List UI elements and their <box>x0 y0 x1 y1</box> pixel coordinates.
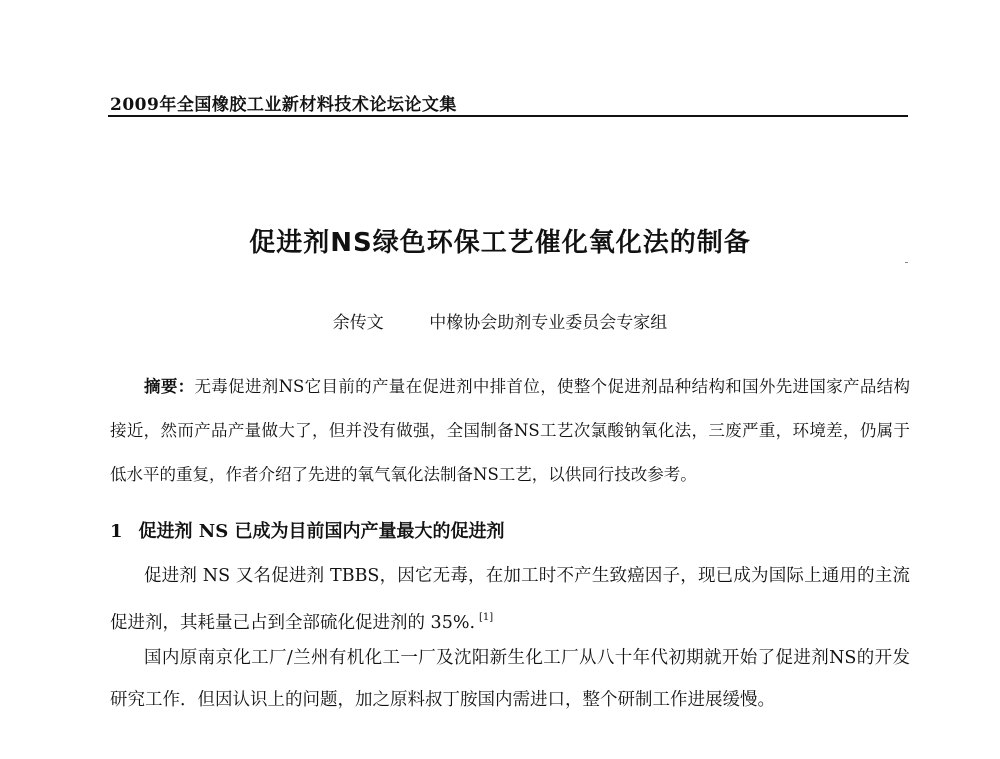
abstract-label: 摘要： <box>144 377 195 396</box>
scan-speck <box>905 262 908 263</box>
byline <box>0 308 1000 333</box>
section-heading <box>110 517 505 543</box>
header-rule <box>108 115 908 117</box>
running-header: 2009年全国橡胶工业新材料技术论坛论文集 <box>110 95 457 115</box>
abstract <box>110 365 910 497</box>
paper-title: 促进剂NS绿色环保工艺催化氧化法的制备 <box>249 228 751 258</box>
author-affiliation: 中橡协会助剂专业委员会专家组 <box>429 313 668 333</box>
section-number: 1 <box>110 521 123 542</box>
body-paragraph-2-text: 国内原南京化工厂/兰州有机化工一厂及沈阳新生化工厂从八十年代初期就开始了促进剂NS的开发研究工作．但因认识上的问题，加之原料叔丁胺国内需进口，整个研制工作进展缓慢。 <box>110 648 910 710</box>
body-paragraph-1 <box>110 555 910 644</box>
section-title: 促进剂 NS 已成为目前国内产量最大的促进剂 <box>138 521 505 542</box>
author-name: 余传文 <box>332 313 384 333</box>
abstract-text: 无毒促进剂NS它目前的产量在促进剂中排首位，使整个促进剂品种结构和国外先进国家产品结构接近，然而产品产量做大了，但并没有做强，全国制备NS工艺次氯酸钠氧化法，三废严重，环境差，仍属于低水平的重复，作者介绍了先进的氧气氧化法制备NS工艺，以供同行技改参考。 <box>110 377 911 484</box>
body-paragraph-1-text: 促进剂 NS 又名促进剂 TBBS，因它无毒，在加工时不产生致癌因子，现已成为国际上通用的主流促进剂，其耗量己占到全部硫化促进剂的 35%. <box>110 566 910 633</box>
citation-marker: [1] <box>479 612 494 623</box>
body-paragraph-2 <box>110 637 910 721</box>
